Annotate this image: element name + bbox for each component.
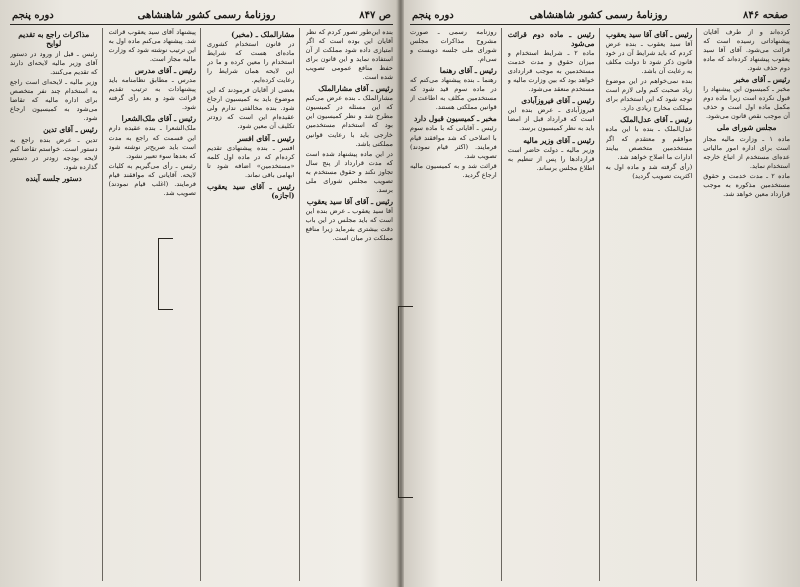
left-page-columns [10, 28, 393, 581]
ink-margin-mark [158, 238, 173, 310]
body-paragraph: بعضی از آقایان فرمودند که این موضوع باید به کمیسیون ارجاع شود. بنده مخالفتی ندارم ولی عقیده‌ام این است که زودتر تکلیف آن معین شود. [207, 86, 295, 131]
speaker-line: رئیس ـ آقای مخبر [734, 75, 790, 85]
body-paragraph: ملک‌الشعرا ـ بنده عقیده دارم این قسمت که راجع به مدت است باید صریح‌تر نوشته شود که بعدها سوء تعبیر نشود. [108, 124, 196, 160]
body-paragraph: ماده ۲ ـ شرایط استخدام و میزان حقوق و مدت خدمت مستخدمین به موجب قراردادی خواهد بود که بین وزارت مالیه و مستخدم منعقد می‌شود. [507, 49, 595, 94]
publication-title: روزنامهٔ رسمی کشور شاهنشاهی [529, 9, 668, 21]
body-paragraph: بنده این‌طور تصور کردم که نظر آقایان این بوده است که اگر امتیازی داده شود مملکت از آن استفاده نماید و این قانون برای حفظ منافع عمومی تصویب شده است. [305, 28, 393, 82]
body-paragraph: قرائت شد و به کمیسیون مالیه ارجاع گردید. [410, 161, 497, 179]
left-page-header [10, 6, 393, 25]
body-paragraph: وزیر مالیه ـ دولت حاضر است قراردادها را پس از تنظیم به اطلاع مجلس برساند. [507, 145, 595, 172]
text-column [207, 28, 300, 581]
body-paragraph: رئیس ـ آقایانی که با ماده سوم با اصلاحی که شد موافقند قیام فرمایند. (اکثر قیام نمودند) تصویب شد. [410, 124, 497, 160]
body-paragraph: فیروزآبادی ـ عرض بنده این است که قرارداد قبل از امضا باید به نظر کمیسیون برسد. [507, 106, 595, 133]
speaker-line: رئیس ـ آقای وزیر مالیه [523, 135, 595, 145]
session-label: دوره پنجم [12, 9, 54, 21]
text-column [703, 28, 790, 581]
body-paragraph: در این ماده پیشنهاد شده است که مدت قرارداد از پنج سال تجاوز نکند و حقوق مستخدم به تصویب مجلس شورای ملی برسد. [305, 149, 393, 194]
text-column [109, 28, 202, 581]
publication-title: روزنامهٔ رسمی کشور شاهنشاهی [137, 9, 276, 21]
book-gutter [398, 0, 404, 587]
speaker-line: رئیس ـ آقای مدرس [134, 66, 196, 76]
speaker-line: رئیس ـ آقای فیروزآبادی [521, 96, 595, 106]
speaker-line: رئیس ـ آقای مشارالملک [318, 84, 393, 94]
body-paragraph: در قانون استخدام کشوری ماده‌ای هست که شرایط استخدام را معین کرده و ما در این لایحه همان شرایط را رعایت کرده‌ایم. [207, 40, 295, 85]
text-column [508, 28, 600, 581]
body-paragraph: مدرس ـ مطابق نظامنامه باید پیشنهادات به ترتیب تقدیم قرائت شود و بعد رأی گرفته شود. [108, 76, 196, 112]
section-heading: دستور جلسه آینده [25, 173, 82, 183]
body-paragraph: رهنما ـ بنده پیشنهاد می‌کنم که در ماده سوم قید شود که مستخدمین مکلف به اطاعت از قوانین مملکتی هستند. [410, 76, 497, 112]
body-paragraph: آقا سید یعقوب ـ بنده عرض کردم که باید شرایط آن در خود قانون ذکر شود تا دولت مکلف به رعایت آن باشد. [605, 40, 693, 76]
right-page [410, 6, 790, 581]
text-column [10, 28, 103, 581]
body-paragraph: مشارالملک ـ بنده عرض می‌کنم که این مسئله در کمیسیون مطرح شد و نظر کمیسیون این بود که استخدام مستخدمین خارجی باید با رعایت قوانین مملکتی باشد. [305, 94, 393, 148]
body-paragraph: بنده نمی‌خواهم در این موضوع زیاد صحبت کنم ولی لازم است توجه شود که این استخدام برای مملکت مخارج زیادی دارد. [605, 77, 693, 113]
speaker-line: رئیس ـ آقای رهنما [439, 66, 497, 76]
text-column [606, 28, 698, 581]
section-heading: مجلس شورای ملی [716, 123, 777, 133]
speaker-line: رئیس ـ آقای آقا سید یعقوب [306, 196, 393, 206]
body-paragraph: (رأی گرفته شد و ماده اول به اکثریت تصویب گردید) [605, 162, 693, 180]
speaker-line: رئیس ـ آقای ملک‌الشعرا [121, 114, 196, 124]
speaker-line: رئیس ـ آقای سید یعقوب (اجازه) [207, 181, 295, 200]
body-paragraph: ماده ۱ ـ وزارت مالیه مجاز است برای اداره امور مالیاتی عده‌ای مستخدم از اتباع خارجه استخدام نماید. [703, 134, 790, 170]
right-page-columns [410, 28, 790, 581]
body-paragraph: تدین ـ عرض بنده راجع به دستور است. خواستم تقاضا کنم لایحه بودجه زودتر در دستور گذارده شود. [10, 135, 98, 171]
section-heading: مذاکرات راجع به تقدیم لوایح [18, 30, 90, 49]
speaker-line: رئیس ـ ماده دوم قرائت می‌شود [507, 30, 595, 49]
right-page-header [410, 6, 790, 25]
page-number: ص ۸۴۷ [359, 9, 391, 21]
session-label: دوره پنجم [412, 9, 454, 21]
body-paragraph: آقا سید یعقوب ـ عرض بنده این است که باید مجلس در این باب دقت بیشتری بفرماید زیرا منافع مملکت در میان است. [305, 206, 393, 243]
body-paragraph: وزیر مالیه ـ لایحه‌ای است راجع به استخدام چند نفر متخصص برای اداره مالیه که تقاضا می‌شود به کمیسیون ارجاع شود. [10, 78, 98, 123]
speaker-line: رئیس ـ آقای آقا سید یعقوب [606, 30, 693, 39]
body-paragraph: کرده‌اند و از طرف آقایان پیشنهاداتی رسیده است که قرائت می‌شود. آقای آقا سید یعقوب پیشنهاد کرده‌اند که ماده دوم حذف شود. [703, 28, 790, 73]
body-paragraph: ماده ۲ ـ مدت خدمت و حقوق مستخدمین مذکوره به موجب قرارداد معین خواهد شد. [703, 171, 790, 198]
body-paragraph: مخبر ـ کمیسیون این پیشنهاد را قبول نکرده است زیرا ماده دوم مکمل ماده اول است و حذف آن موجب نقص قانون می‌شود. [703, 85, 790, 121]
speaker-line: رئیس ـ آقای عدل‌الملک [620, 115, 693, 125]
speaker-line: مشارالملک ـ (مخبر) [231, 30, 295, 39]
text-column [410, 28, 502, 581]
left-page [10, 6, 393, 581]
speaker-line: رئیس ـ آقای تدین [43, 125, 98, 135]
body-paragraph: پیشنهاد آقای سید یعقوب قرائت شد. پیشنهاد می‌کنم ماده اول به این ترتیب نوشته شود که وزارت مالیه مجاز است. [108, 28, 196, 64]
body-paragraph: عدل‌الملک ـ بنده با این ماده موافقم و معتقدم که اگر مستخدمین متخصص بیایند ادارات ما اصلاح خواهد شد. [605, 125, 693, 161]
body-paragraph: روزنامه رسمی ـ صورت مشروح مذاکرات مجلس شورای ملی جلسه دویست و سی‌ام. [410, 28, 497, 64]
body-paragraph: افسر ـ بنده پیشنهادی تقدیم کرده‌ام که در ماده اول کلمه «مستخدمین» اضافه شود تا ابهامی باقی نماند. [207, 143, 295, 179]
speaker-line: رئیس ـ آقای افسر [237, 133, 295, 143]
page-number: صفحه ۸۴۶ [743, 9, 788, 21]
speaker-line: مخبر ـ کمیسیون قبول دارد [414, 114, 497, 124]
text-column [306, 28, 394, 581]
body-paragraph: رئیس ـ رأی می‌گیریم به کلیات لایحه. آقایانی که موافقند قیام فرمایند. (اغلب قیام نمودند) تصویب شد. [108, 161, 196, 197]
ink-margin-mark [398, 306, 413, 498]
body-paragraph: رئیس ـ قبل از ورود در دستور آقای وزیر مالیه لایحه‌ای دارند که تقدیم می‌کنند. [10, 50, 98, 77]
